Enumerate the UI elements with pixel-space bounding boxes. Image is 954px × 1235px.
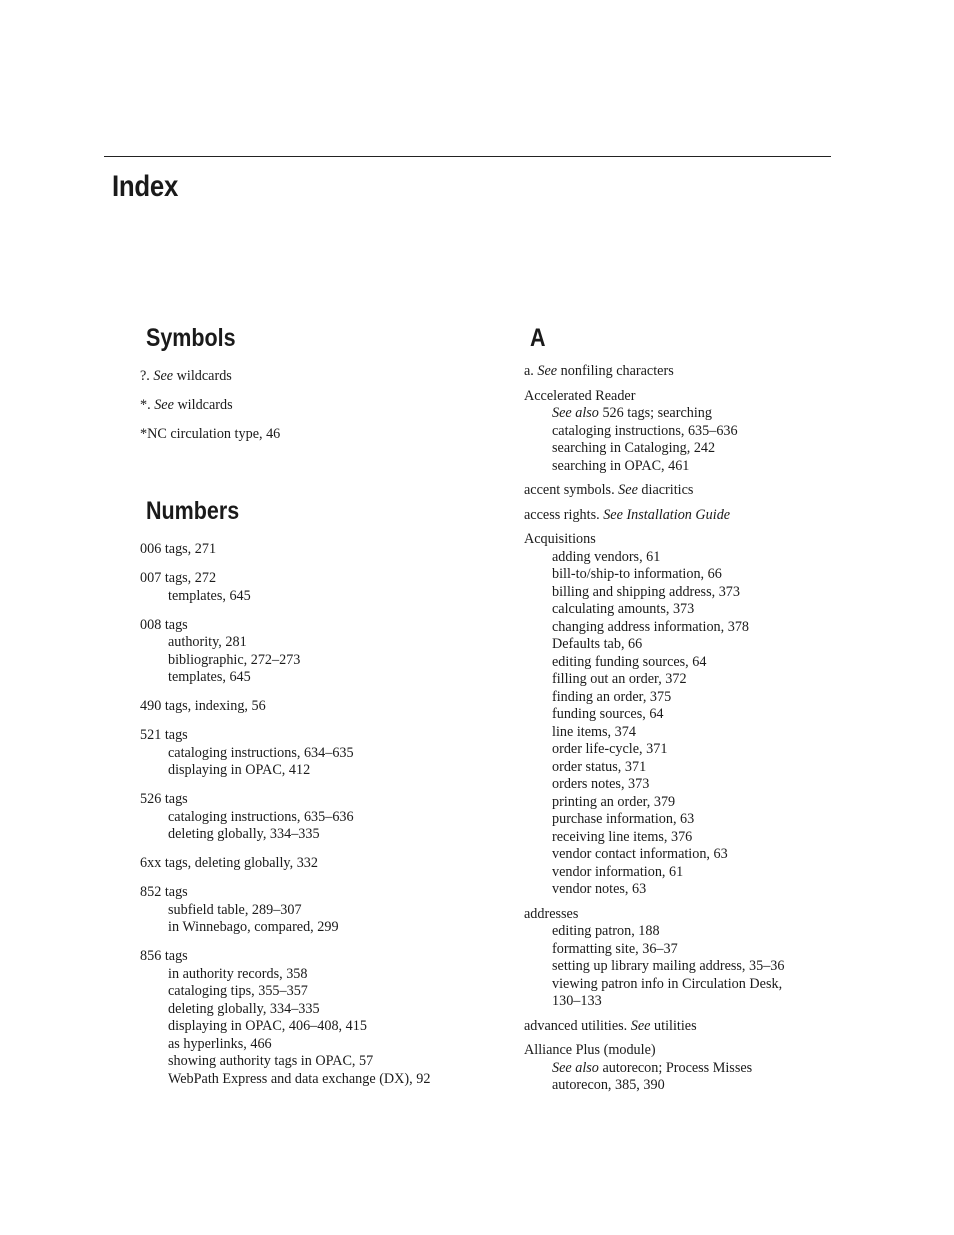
section-heading-a: A <box>530 324 546 352</box>
entry-head: 006 tags, 271 <box>140 541 217 557</box>
entry-sub: in authority records, 358 <box>168 965 308 982</box>
entry-sub: receiving line items, 376 <box>552 828 693 845</box>
index-entry <box>524 531 824 899</box>
entry-sub: cataloging instructions, 634–635 <box>168 744 354 761</box>
entry-sub: cataloging instructions, 635–636 <box>168 808 354 825</box>
entry-sub: billing and shipping address, 373 <box>552 583 740 600</box>
guide-reference: Installation Guide <box>626 506 731 523</box>
entry-sub: order life-cycle, 371 <box>552 741 668 757</box>
entry-text: wildcards <box>173 397 233 413</box>
entry-sub: vendor contact information, 63 <box>552 846 728 862</box>
entry-head: Acquisitions <box>524 531 596 547</box>
entry-head: addresses <box>524 905 579 922</box>
see-reference: See <box>618 482 638 498</box>
entry-sub: deleting globally, 334–335 <box>168 1000 320 1017</box>
index-entry <box>140 541 480 559</box>
entry-text: nonfiling characters <box>557 363 674 379</box>
a-list <box>524 363 824 1095</box>
entry-sub: subfield table, 289–307 <box>168 901 302 918</box>
left-column <box>140 320 480 1100</box>
entry-head: Accelerated Reader <box>524 387 636 404</box>
entry-text: access rights. <box>524 506 604 523</box>
entry-sub: displaying in OPAC, 412 <box>168 762 311 778</box>
index-entry <box>524 906 824 1011</box>
right-column <box>524 320 824 1102</box>
entry-sub: vendor notes, 63 <box>552 881 647 897</box>
index-entry <box>524 363 824 381</box>
index-entry <box>140 855 480 873</box>
entry-head: 856 tags <box>140 948 188 964</box>
entry-sub: formatting site, 36–37 <box>552 940 678 957</box>
see-also-line <box>524 1060 824 1078</box>
entry-sub: finding an order, 375 <box>552 688 672 705</box>
entry-sub: funding sources, 64 <box>552 706 664 722</box>
entry-sub: filling out an order, 372 <box>552 671 687 687</box>
entry-sub: templates, 645 <box>168 587 251 604</box>
see-also-reference: See also <box>552 1059 599 1076</box>
page-title: Index <box>112 170 179 203</box>
entry-sub: autorecon, 385, 390 <box>552 1077 665 1093</box>
index-entry <box>140 426 480 444</box>
entry-sub: searching in Cataloging, 242 <box>552 440 716 456</box>
numbers-list <box>140 541 480 1088</box>
index-entry <box>524 1042 824 1095</box>
entry-head: 852 tags <box>140 884 188 900</box>
entry-head: 490 tags, indexing, 56 <box>140 698 266 714</box>
entry-text: advanced utilities. <box>524 1017 631 1034</box>
entry-sub: bibliographic, 272–273 <box>168 651 301 668</box>
header-rule <box>104 156 831 157</box>
entry-sub: templates, 645 <box>168 669 251 685</box>
index-entry <box>140 570 480 605</box>
see-reference: See <box>154 397 174 413</box>
index-entry <box>140 791 480 844</box>
entry-sub: Defaults tab, 66 <box>552 636 643 652</box>
entry-sub: vendor information, 61 <box>552 863 684 880</box>
entry-sub: WebPath Express and data exchange (DX), 92 <box>168 1070 431 1087</box>
index-entry <box>524 507 824 525</box>
see-reference: See <box>153 368 174 384</box>
entry-text: a. <box>524 363 538 379</box>
entry-sub: adding vendors, 61 <box>552 548 661 565</box>
entry-head: 526 tags <box>140 791 188 807</box>
entry-sub: setting up library mailing address, 35–36 <box>552 958 785 974</box>
index-entry <box>140 884 480 937</box>
entry-head: 6xx tags, deleting globally, 332 <box>140 855 318 871</box>
entry-text: 526 tags; searching <box>598 405 712 421</box>
section-heading-symbols: Symbols <box>146 324 236 352</box>
entry-sub: order status, 371 <box>552 758 647 775</box>
entry-sub: deleting globally, 334–335 <box>168 826 320 842</box>
index-entry <box>140 948 480 1088</box>
section-heading-numbers: Numbers <box>146 497 240 525</box>
symbols-list <box>140 368 480 444</box>
entry-head: 008 tags <box>140 616 188 633</box>
entry-sub: cataloging instructions, 635–636 <box>552 422 738 439</box>
entry-text: autorecon; Process Misses <box>598 1059 753 1076</box>
entry-text: wildcards <box>173 368 232 384</box>
entry-text: utilities <box>650 1017 697 1034</box>
index-entry <box>140 698 480 716</box>
entry-sub: calculating amounts, 373 <box>552 601 695 617</box>
entry-text: *. <box>140 397 155 413</box>
entry-sub: bill-to/ship-to information, 66 <box>552 566 722 582</box>
see-also-reference: See also <box>552 405 599 421</box>
index-entry <box>524 1018 824 1036</box>
entry-sub: viewing patron info in Circulation Desk, <box>552 975 783 992</box>
entry-sub: purchase information, 63 <box>552 811 695 827</box>
entry-text: ?. <box>140 368 154 384</box>
entry-head: 007 tags, 272 <box>140 570 217 586</box>
entry-sub: searching in OPAC, 461 <box>552 457 690 474</box>
entry-sub: line items, 374 <box>552 723 636 740</box>
entry-sub: in Winnebago, compared, 299 <box>168 919 339 935</box>
index-entry <box>524 482 824 500</box>
entry-sub: printing an order, 379 <box>552 793 676 810</box>
entry-sub: authority, 281 <box>168 634 247 650</box>
see-reference: See <box>603 506 623 523</box>
entry-sub: changing address information, 378 <box>552 618 750 635</box>
index-entry <box>140 617 480 687</box>
entry-sub: cataloging tips, 355–357 <box>168 983 308 999</box>
see-reference: See <box>630 1017 651 1034</box>
entry-sub: 130–133 <box>552 993 602 1009</box>
entry-sub: editing funding sources, 64 <box>552 653 707 670</box>
entry-sub: displaying in OPAC, 406–408, 415 <box>168 1018 367 1034</box>
entry-sub: showing authority tags in OPAC, 57 <box>168 1053 374 1069</box>
index-entry <box>524 388 824 476</box>
entry-text: diacritics <box>637 482 694 498</box>
see-reference: See <box>537 363 558 379</box>
entry-sub: as hyperlinks, 466 <box>168 1035 272 1052</box>
entry-text: *NC circulation type, 46 <box>140 426 281 442</box>
see-also-line <box>524 405 824 423</box>
index-entry <box>140 727 480 780</box>
entry-text: accent symbols. <box>524 482 619 498</box>
entry-sub: editing patron, 188 <box>552 923 660 939</box>
index-entry <box>140 397 480 415</box>
entry-head: 521 tags <box>140 727 188 743</box>
entry-sub: orders notes, 373 <box>552 776 650 792</box>
index-entry <box>140 368 480 386</box>
entry-head: Alliance Plus (module) <box>524 1042 656 1058</box>
